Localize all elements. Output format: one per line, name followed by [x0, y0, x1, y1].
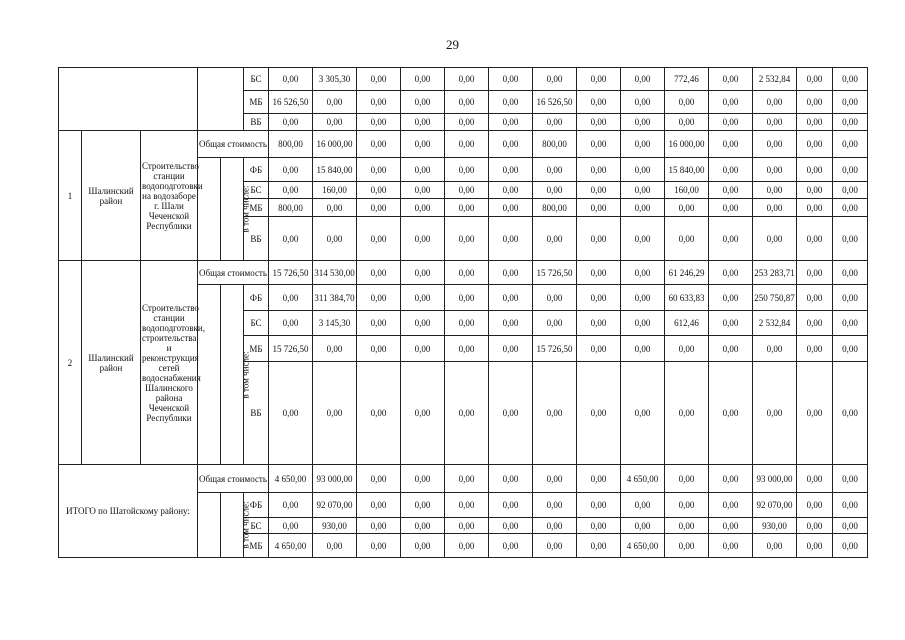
value-cell: 0,00 [489, 311, 533, 336]
value-cell: 0,00 [577, 114, 621, 131]
value-cell: 930,00 [753, 518, 797, 534]
value-cell: 0,00 [621, 261, 665, 285]
value-cell: 0,00 [445, 362, 489, 465]
value-cell: 0,00 [401, 158, 445, 182]
value-cell: 0,00 [313, 114, 357, 131]
value-cell: 0,00 [665, 91, 709, 114]
value-cell: 0,00 [621, 285, 665, 311]
total-cost-label: Общая стоимость [198, 131, 269, 158]
value-cell: 0,00 [621, 518, 665, 534]
value-cell: 0,00 [833, 336, 868, 362]
value-cell: 93 000,00 [753, 465, 797, 493]
value-cell: 0,00 [445, 199, 489, 217]
value-cell: 0,00 [357, 217, 401, 261]
value-cell: 0,00 [621, 493, 665, 518]
value-cell: 16 526,50 [533, 91, 577, 114]
value-cell: 0,00 [401, 285, 445, 311]
value-cell: 0,00 [833, 261, 868, 285]
value-cell: 0,00 [833, 91, 868, 114]
value-cell: 0,00 [621, 362, 665, 465]
value-cell: 0,00 [665, 362, 709, 465]
value-cell: 0,00 [269, 285, 313, 311]
value-cell: 0,00 [753, 182, 797, 199]
budget-category: БС [244, 518, 269, 534]
value-cell: 0,00 [313, 217, 357, 261]
value-cell: 0,00 [533, 182, 577, 199]
value-cell: 0,00 [445, 68, 489, 91]
value-cell: 0,00 [709, 199, 753, 217]
value-cell: 800,00 [269, 199, 313, 217]
value-cell: 0,00 [709, 311, 753, 336]
value-cell: 0,00 [401, 68, 445, 91]
value-cell: 0,00 [753, 91, 797, 114]
value-cell: 0,00 [665, 336, 709, 362]
value-cell: 0,00 [577, 465, 621, 493]
value-cell: 0,00 [797, 465, 833, 493]
value-cell: 0,00 [833, 493, 868, 518]
value-cell: 0,00 [401, 493, 445, 518]
value-cell: 0,00 [313, 534, 357, 558]
value-cell: 0,00 [577, 158, 621, 182]
value-cell: 0,00 [489, 217, 533, 261]
value-cell: 0,00 [709, 285, 753, 311]
value-cell: 0,00 [833, 114, 868, 131]
value-cell: 0,00 [753, 158, 797, 182]
value-cell: 0,00 [709, 534, 753, 558]
value-cell: 0,00 [577, 91, 621, 114]
value-cell: 61 246,29 [665, 261, 709, 285]
value-cell: 0,00 [621, 182, 665, 199]
value-cell: 0,00 [533, 362, 577, 465]
value-cell: 0,00 [833, 68, 868, 91]
value-cell: 800,00 [533, 131, 577, 158]
value-cell: 0,00 [709, 217, 753, 261]
value-cell: 0,00 [401, 336, 445, 362]
value-cell: 0,00 [357, 261, 401, 285]
value-cell: 0,00 [533, 493, 577, 518]
value-cell: 0,00 [489, 465, 533, 493]
value-cell: 0,00 [489, 199, 533, 217]
value-cell: 0,00 [401, 199, 445, 217]
value-cell: 0,00 [401, 114, 445, 131]
value-cell: 0,00 [621, 199, 665, 217]
value-cell: 0,00 [709, 261, 753, 285]
value-cell: 0,00 [797, 493, 833, 518]
budget-category: БС [244, 68, 269, 91]
value-cell: 0,00 [665, 217, 709, 261]
value-cell: 0,00 [357, 114, 401, 131]
value-cell: 0,00 [577, 131, 621, 158]
value-cell: 0,00 [621, 217, 665, 261]
value-cell: 0,00 [489, 493, 533, 518]
value-cell: 0,00 [445, 336, 489, 362]
value-cell: 0,00 [489, 518, 533, 534]
value-cell: 0,00 [401, 518, 445, 534]
blank-cell [198, 493, 221, 558]
budget-category: ВБ [244, 362, 269, 465]
value-cell: 0,00 [577, 311, 621, 336]
value-cell: 16 526,50 [269, 91, 313, 114]
project-number: 2 [59, 261, 82, 465]
value-cell: 0,00 [797, 199, 833, 217]
value-cell: 311 384,70 [313, 285, 357, 311]
value-cell: 0,00 [357, 534, 401, 558]
value-cell: 60 633,83 [665, 285, 709, 311]
value-cell: 0,00 [489, 91, 533, 114]
value-cell: 0,00 [577, 493, 621, 518]
value-cell: 930,00 [313, 518, 357, 534]
value-cell: 93 000,00 [313, 465, 357, 493]
project-number: 1 [59, 131, 82, 261]
page-number: 29 [446, 37, 459, 52]
value-cell: 253 283,71 [753, 261, 797, 285]
value-cell: 0,00 [445, 518, 489, 534]
budget-category: ВБ [244, 114, 269, 131]
value-cell: 0,00 [577, 217, 621, 261]
value-cell: 0,00 [269, 114, 313, 131]
value-cell: 0,00 [445, 261, 489, 285]
value-cell: 0,00 [753, 362, 797, 465]
value-cell: 0,00 [621, 114, 665, 131]
value-cell: 15 726,50 [269, 261, 313, 285]
value-cell: 0,00 [269, 158, 313, 182]
value-cell: 0,00 [489, 261, 533, 285]
value-cell: 0,00 [577, 534, 621, 558]
value-cell: 0,00 [401, 465, 445, 493]
value-cell: 0,00 [357, 182, 401, 199]
value-cell: 0,00 [401, 131, 445, 158]
budget-category: БС [244, 182, 269, 199]
value-cell: 0,00 [357, 493, 401, 518]
value-cell: 0,00 [577, 261, 621, 285]
value-cell: 0,00 [269, 68, 313, 91]
value-cell: 0,00 [357, 362, 401, 465]
value-cell: 0,00 [269, 493, 313, 518]
value-cell: 0,00 [709, 131, 753, 158]
value-cell: 0,00 [445, 493, 489, 518]
value-cell: 3 145,30 [313, 311, 357, 336]
value-cell: 250 750,87 [753, 285, 797, 311]
budget-category: МБ [244, 534, 269, 558]
budget-table [58, 67, 868, 558]
project-district: Шалинский район [82, 261, 141, 465]
value-cell: 0,00 [401, 261, 445, 285]
value-cell: 4 650,00 [621, 534, 665, 558]
value-cell: 2 532,84 [753, 68, 797, 91]
value-cell: 0,00 [269, 311, 313, 336]
budget-category: МБ [244, 91, 269, 114]
value-cell: 0,00 [709, 336, 753, 362]
value-cell: 0,00 [445, 182, 489, 199]
value-cell: 0,00 [797, 131, 833, 158]
value-cell: 0,00 [489, 336, 533, 362]
value-cell: 0,00 [709, 158, 753, 182]
value-cell: 0,00 [833, 158, 868, 182]
value-cell: 0,00 [489, 68, 533, 91]
budget-category: ВБ [244, 217, 269, 261]
value-cell: 0,00 [753, 336, 797, 362]
value-cell: 0,00 [357, 131, 401, 158]
value-cell: 0,00 [489, 114, 533, 131]
value-cell: 0,00 [797, 534, 833, 558]
value-cell: 772,46 [665, 68, 709, 91]
table-row [59, 68, 868, 91]
value-cell: 0,00 [797, 261, 833, 285]
value-cell: 16 000,00 [313, 131, 357, 158]
value-cell: 160,00 [313, 182, 357, 199]
value-cell: 0,00 [445, 91, 489, 114]
value-cell: 15 726,50 [533, 261, 577, 285]
value-cell: 0,00 [533, 518, 577, 534]
value-cell: 0,00 [577, 285, 621, 311]
project-district: Шалинский район [82, 131, 141, 261]
value-cell: 0,00 [753, 114, 797, 131]
value-cell: 0,00 [753, 199, 797, 217]
value-cell: 0,00 [709, 465, 753, 493]
value-cell: 0,00 [445, 217, 489, 261]
value-cell: 92 070,00 [753, 493, 797, 518]
value-cell: 0,00 [489, 285, 533, 311]
value-cell: 0,00 [621, 68, 665, 91]
total-cost-label: Общая стоимость [198, 465, 269, 493]
value-cell: 0,00 [709, 518, 753, 534]
value-cell: 0,00 [833, 217, 868, 261]
value-cell: 0,00 [833, 518, 868, 534]
table-row [59, 131, 868, 158]
blank-cell [198, 158, 221, 261]
value-cell: 0,00 [269, 217, 313, 261]
value-cell: 0,00 [797, 336, 833, 362]
value-cell: 0,00 [665, 199, 709, 217]
value-cell: 0,00 [357, 158, 401, 182]
total-cost-label: Общая стоимость [198, 261, 269, 285]
value-cell: 15 726,50 [533, 336, 577, 362]
value-cell: 0,00 [533, 158, 577, 182]
value-cell: 0,00 [833, 182, 868, 199]
value-cell: 160,00 [665, 182, 709, 199]
value-cell: 0,00 [533, 114, 577, 131]
value-cell: 16 000,00 [665, 131, 709, 158]
budget-category: МБ [244, 336, 269, 362]
value-cell: 0,00 [489, 182, 533, 199]
value-cell: 4 650,00 [621, 465, 665, 493]
value-cell: 0,00 [401, 362, 445, 465]
value-cell: 800,00 [269, 131, 313, 158]
value-cell: 0,00 [577, 336, 621, 362]
value-cell: 0,00 [533, 465, 577, 493]
value-cell: 0,00 [709, 182, 753, 199]
value-cell: 0,00 [533, 534, 577, 558]
project-description: Строительство станции водоподготовки, строительства и реконструкция сетей водоснабжения Шалинского района Чеченской Республики [141, 261, 198, 465]
value-cell: 0,00 [665, 518, 709, 534]
project-description: Строительство станции водоподготовки на водозаборе г. Шали Чеченской Республики [141, 131, 198, 261]
value-cell: 0,00 [833, 311, 868, 336]
budget-category: БС [244, 311, 269, 336]
table-row [59, 465, 868, 493]
value-cell: 0,00 [445, 285, 489, 311]
in-that-number-label [221, 158, 251, 261]
budget-category: ФБ [244, 285, 269, 311]
value-cell: 0,00 [833, 362, 868, 465]
value-cell: 0,00 [401, 91, 445, 114]
continuation-sub-cell [198, 68, 244, 131]
value-cell: 0,00 [533, 311, 577, 336]
value-cell: 0,00 [577, 199, 621, 217]
value-cell: 4 650,00 [269, 465, 313, 493]
value-cell: 0,00 [269, 362, 313, 465]
value-cell: 0,00 [357, 68, 401, 91]
value-cell: 0,00 [489, 131, 533, 158]
value-cell: 0,00 [313, 336, 357, 362]
in-that-number-label [221, 493, 251, 558]
value-cell: 15 840,00 [665, 158, 709, 182]
value-cell: 0,00 [797, 158, 833, 182]
value-cell: 15 726,50 [269, 336, 313, 362]
value-cell: 0,00 [797, 518, 833, 534]
value-cell: 0,00 [833, 199, 868, 217]
value-cell: 0,00 [665, 534, 709, 558]
value-cell: 612,46 [665, 311, 709, 336]
value-cell: 0,00 [753, 131, 797, 158]
value-cell: 0,00 [445, 465, 489, 493]
value-cell: 0,00 [269, 182, 313, 199]
value-cell: 0,00 [489, 362, 533, 465]
in-that-number-text: в том числе: [240, 185, 251, 233]
value-cell: 0,00 [533, 217, 577, 261]
value-cell: 0,00 [357, 311, 401, 336]
value-cell: 0,00 [445, 311, 489, 336]
value-cell: 314 530,00 [313, 261, 357, 285]
value-cell: 15 840,00 [313, 158, 357, 182]
in-that-number-text: в том числе: [240, 351, 251, 398]
value-cell: 0,00 [709, 493, 753, 518]
value-cell: 0,00 [577, 362, 621, 465]
value-cell: 0,00 [445, 131, 489, 158]
value-cell: 0,00 [621, 336, 665, 362]
value-cell: 0,00 [313, 362, 357, 465]
continuation-header-cell [59, 68, 198, 131]
value-cell: 0,00 [797, 91, 833, 114]
value-cell: 0,00 [577, 518, 621, 534]
value-cell: 0,00 [313, 199, 357, 217]
value-cell: 0,00 [577, 182, 621, 199]
budget-category: МБ [244, 199, 269, 217]
value-cell: 800,00 [533, 199, 577, 217]
value-cell: 0,00 [357, 285, 401, 311]
value-cell: 0,00 [797, 182, 833, 199]
blank-cell [198, 285, 221, 465]
value-cell: 92 070,00 [313, 493, 357, 518]
value-cell: 0,00 [797, 114, 833, 131]
value-cell: 0,00 [401, 311, 445, 336]
value-cell: 0,00 [357, 518, 401, 534]
value-cell: 0,00 [445, 158, 489, 182]
value-cell: 0,00 [709, 362, 753, 465]
value-cell: 0,00 [577, 68, 621, 91]
value-cell: 0,00 [797, 362, 833, 465]
value-cell: 0,00 [533, 285, 577, 311]
value-cell: 0,00 [833, 131, 868, 158]
budget-category: ФБ [244, 158, 269, 182]
in-that-number-label [221, 285, 251, 465]
value-cell: 0,00 [401, 217, 445, 261]
budget-category: ФБ [244, 493, 269, 518]
value-cell: 0,00 [709, 114, 753, 131]
value-cell: 0,00 [313, 91, 357, 114]
value-cell: 0,00 [665, 114, 709, 131]
value-cell: 0,00 [533, 68, 577, 91]
value-cell: 0,00 [753, 217, 797, 261]
value-cell: 3 305,30 [313, 68, 357, 91]
value-cell: 0,00 [797, 311, 833, 336]
value-cell: 0,00 [357, 465, 401, 493]
value-cell: 4 650,00 [269, 534, 313, 558]
value-cell: 0,00 [665, 493, 709, 518]
value-cell: 0,00 [445, 114, 489, 131]
value-cell: 0,00 [833, 534, 868, 558]
value-cell: 0,00 [401, 182, 445, 199]
value-cell: 0,00 [621, 158, 665, 182]
value-cell: 0,00 [357, 199, 401, 217]
value-cell: 0,00 [269, 518, 313, 534]
value-cell: 0,00 [621, 311, 665, 336]
value-cell: 0,00 [489, 534, 533, 558]
value-cell: 0,00 [621, 91, 665, 114]
value-cell: 0,00 [709, 68, 753, 91]
in-that-number-text: в том числе: [240, 501, 251, 549]
value-cell: 0,00 [709, 91, 753, 114]
value-cell: 0,00 [357, 336, 401, 362]
value-cell: 0,00 [797, 285, 833, 311]
value-cell: 0,00 [489, 158, 533, 182]
table-row [59, 261, 868, 285]
value-cell: 0,00 [833, 465, 868, 493]
value-cell: 2 532,84 [753, 311, 797, 336]
value-cell: 0,00 [797, 217, 833, 261]
itogo-label: ИТОГО по Шатойскому району: [59, 465, 198, 558]
value-cell: 0,00 [357, 91, 401, 114]
value-cell: 0,00 [621, 131, 665, 158]
value-cell: 0,00 [665, 465, 709, 493]
value-cell: 0,00 [833, 285, 868, 311]
value-cell: 0,00 [797, 68, 833, 91]
value-cell: 0,00 [445, 534, 489, 558]
value-cell: 0,00 [753, 534, 797, 558]
value-cell: 0,00 [401, 534, 445, 558]
